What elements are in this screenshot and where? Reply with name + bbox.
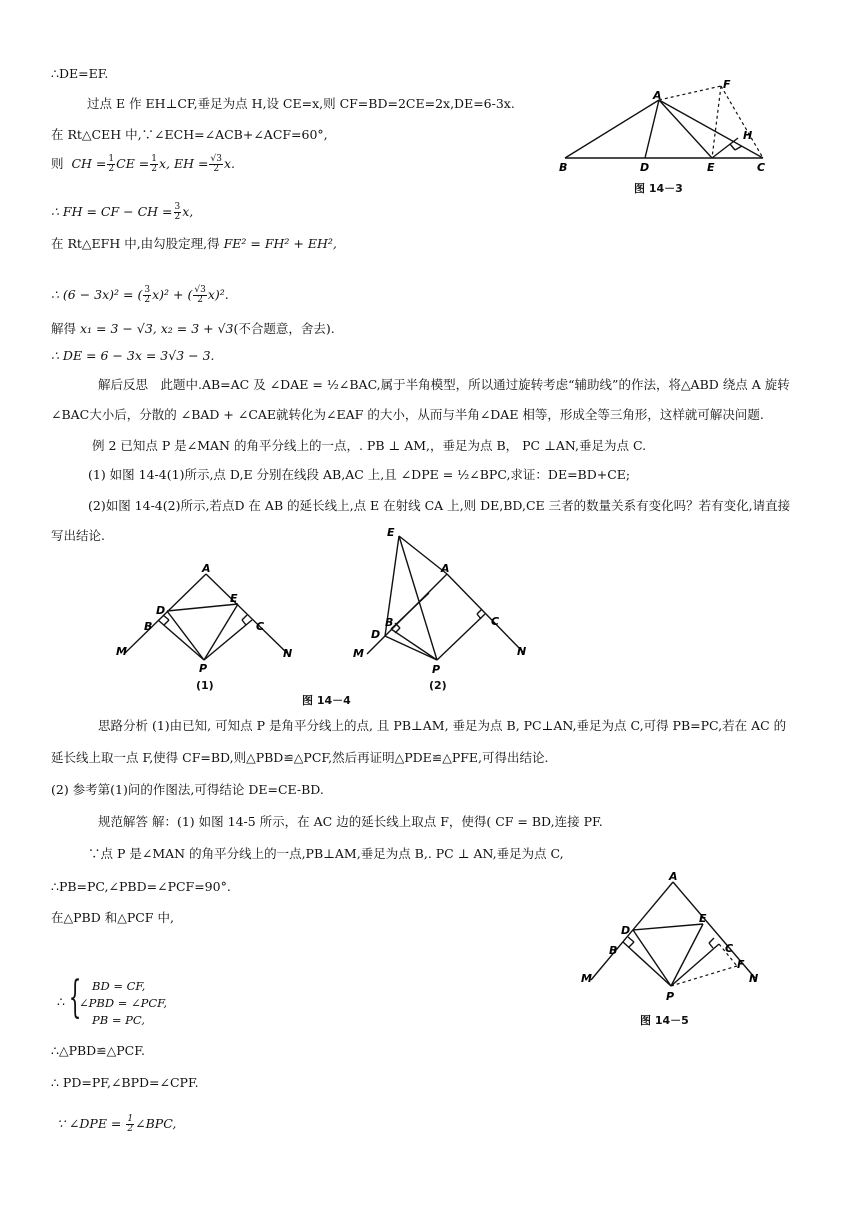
text-line: ∵点 P 是∠MAN 的角平分线上的一点,PB⊥AM,垂足为点 B,. PC ⊥ AN,垂足为点 C,: [88, 846, 564, 861]
text-line: ∴DE=EF.: [51, 66, 109, 81]
text-line: ∴PB=PC,∠PBD=∠PCF=90°.: [51, 879, 231, 894]
label-H: H: [743, 129, 753, 142]
formula-dpe: ∵ ∠DPE = $\frac{1}{2}$ ∠BPC,: [57, 1114, 177, 1134]
text-line: (1) 如图 14-4(1)所示,点 D,E 分别在线段 AB,AC 上,且 ∠DPE = ½∠BPC,求证：DE=BD+CE;: [88, 467, 631, 482]
text-line: ∴△PBD≌△PCF.: [51, 1043, 145, 1058]
label-A: A: [202, 562, 211, 575]
text-line: 思路分析 (1)由已知, 可知点 P 是角平分线上的点, 且 PB⊥AM, 垂足为点 B, PC⊥AN,垂足为点 C,可得 PB=PC,若在 AC 的: [98, 718, 787, 733]
label-P: P: [666, 990, 675, 1003]
label-E: E: [387, 526, 395, 539]
text-line: 过点 E 作 EH⊥CF,垂足为点 H,设 CE=x,则 CF=BD=2CE=2x,DE=6-3x.: [87, 96, 515, 111]
formula-ch-eh: 则 CH = $\frac{1}{2}$ CE = $\frac{1}{2}$ x, EH = $\frac{√3}{2}$ x.: [51, 154, 235, 174]
formula-fh: ∴ FH = CF − CH = $\frac{3}{2}$ x,: [51, 202, 194, 222]
label-P: P: [199, 662, 208, 675]
label-A: A: [653, 89, 662, 102]
figure-caption: 图 14－3: [634, 182, 683, 195]
label-C: C: [725, 942, 734, 955]
text-line: 在 Rt△CEH 中,∵∠ECH=∠ACB+∠ACF=60°,: [51, 127, 328, 142]
label-M: M: [581, 972, 592, 985]
label-F: F: [737, 958, 745, 971]
label-C: C: [256, 620, 265, 633]
text-line: ∴ PD=PF,∠BPD=∠CPF.: [51, 1075, 199, 1090]
label-E: E: [230, 592, 238, 605]
figure-14-4-1: [112, 562, 302, 677]
figure-caption: 图 14－5: [640, 1014, 689, 1027]
label-A: A: [441, 562, 450, 575]
text-line: (2) 参考第(1)问的作图法,可得结论 DE=CE-BD.: [51, 782, 324, 797]
text-line: ∠BAC大小后，分散的 ∠BAD + ∠CAE就转化为∠EAF 的大小，从而与半角∠DAE 相等，形成全等三角形，这样就可解决问题.: [51, 407, 764, 422]
system-line-3: PB = PC,: [92, 1013, 145, 1027]
label-F: F: [723, 78, 731, 91]
formula-de: ∴ DE = 6 − 3x = 3√3 − 3.: [51, 348, 215, 363]
text-line: 规范解答 解：(1) 如图 14-5 所示，在 AC 边的延长线上取点 F，使得( CF = BD,连接 PF.: [98, 814, 603, 829]
figure-14-4-2: [345, 524, 535, 679]
text-line: 在△PBD 和△PCF 中,: [51, 910, 174, 925]
label-A: A: [669, 870, 678, 883]
label-E: E: [707, 161, 715, 174]
figure-caption: 图 14－4: [302, 694, 351, 707]
brace: {: [68, 972, 82, 1023]
label-B: B: [385, 616, 394, 629]
label-N: N: [749, 972, 759, 985]
text-line: 解得 x₁ = 3 − √3, x₂ = 3 + √3(不合题意，舍去).: [51, 321, 335, 336]
label-N: N: [517, 645, 527, 658]
label-P: P: [432, 663, 441, 676]
label-B: B: [559, 161, 568, 174]
text-line: (2)如图 14-4(2)所示,若点D 在 AB 的延长线上,点 E 在射线 CA 上,则 DE,BD,CE 三者的数量关系有变化吗？若有变化,请直接: [88, 498, 791, 513]
label-D: D: [371, 628, 381, 641]
label-N: N: [283, 647, 293, 660]
formula-square-equation: ∴ (6 − 3x)² = ( $\frac{3}{2}$ x)² + ( $\frac{√3}{2}$ x)².: [51, 285, 229, 305]
label-C: C: [491, 615, 500, 628]
text-line: 延长线上取一点 F,使得 CF=BD,则△PBD≌△PCF,然后再证明△PDE≌△PFE,可得出结论.: [51, 750, 549, 765]
therefore-symbol: ∴: [57, 994, 65, 1009]
subfigure-label: (2): [429, 679, 447, 692]
label-C: C: [757, 161, 766, 174]
text-line: 写出结论.: [51, 528, 105, 543]
text-line: 在 Rt△EFH 中,由勾股定理,得 FE² = FH² + EH²,: [51, 236, 337, 251]
label-B: B: [609, 944, 618, 957]
label-E: E: [699, 912, 707, 925]
text-line: 例 2 已知点 P 是∠MAN 的角平分线上的一点，. PB ⊥ AM,，垂足为点 B， PC ⊥AN,垂足为点 C.: [92, 438, 647, 453]
label-D: D: [156, 604, 166, 617]
label-D: D: [640, 161, 650, 174]
text-line: 解后反思 此题中.AB=AC 及 ∠DAE = ½∠BAC,属于半角模型，所以通过旋转考虑“辅助线”的作法，将△ABD 绕点 A 旋转: [98, 377, 790, 392]
label-D: D: [621, 924, 631, 937]
label-B: B: [144, 620, 153, 633]
label-M: M: [353, 647, 364, 660]
figure-14-5: [575, 866, 775, 1006]
system-line-2: ∠PBD = ∠PCF,: [79, 996, 168, 1010]
subfigure-label: (1): [196, 679, 214, 692]
system-line-1: BD = CF,: [92, 979, 146, 993]
label-M: M: [116, 645, 127, 658]
